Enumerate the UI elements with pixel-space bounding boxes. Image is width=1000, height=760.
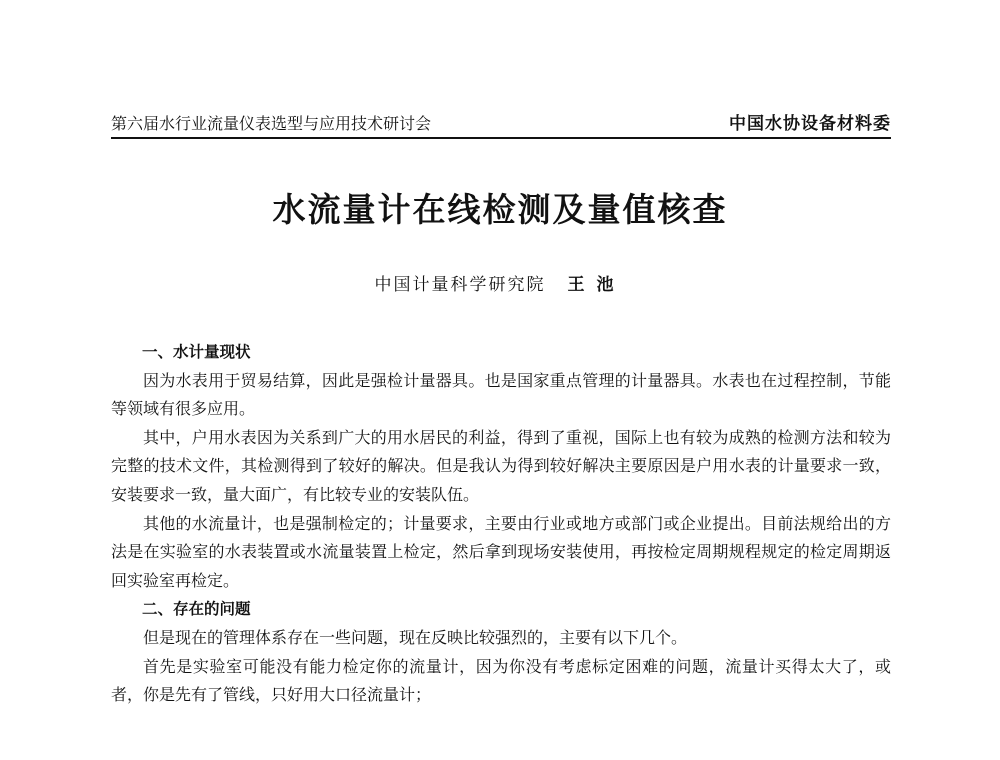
paper-title: 水流量计在线检测及量值核查 [272,190,728,229]
paragraph-3: 其他的水流量计，也是强制检定的；计量要求，主要由行业或地方或部门或企业提出。目前法规给出的方法是在实验室的水表装置或水流量装置上检定，然后拿到现场安装使用，再按检定周期规程规定的检定周期返回实验室再检定。 [111,513,891,590]
committee-name: 中国水协设备材料委 [729,114,891,134]
paragraph-1: 因为水表用于贸易结算，因此是强检计量器具。也是国家重点管理的计量器具。水表也在过程控制，节能等领域有很多应用。 [111,370,891,419]
section-heading-2: 二、存在的问题 [142,600,251,619]
author-line [0,270,1000,295]
author-affiliation: 中国计量科学研究院 [374,275,546,295]
paragraph-4: 但是现在的管理体系存在一些问题，现在反映比较强烈的，主要有以下几个。 [143,627,688,647]
paragraph-2: 其中，户用水表因为关系到广大的用水居民的利益，得到了重视，国际上也有较为成熟的检测方法和较为完整的技术文件，其检测得到了较好的解决。但是我认为得到较好解决主要原因是户用水表的计量要求一致，安装要求一致，量大面广，有比较专业的安装队伍。 [111,427,891,504]
author-name: 王池 [567,275,626,295]
section-heading-1: 一、水计量现状 [142,343,251,361]
conference-name: 第六届水行业流量仪表选型与应用技术研讨会 [111,114,432,133]
paragraph-5: 首先是实验室可能没有能力检定你的流量计，因为你没有考虑标定困难的问题，流量计买得太大了，或者，你是先有了管线，只好用大口径流量计； [111,656,891,705]
paper-body [111,338,891,710]
running-header [111,111,891,139]
